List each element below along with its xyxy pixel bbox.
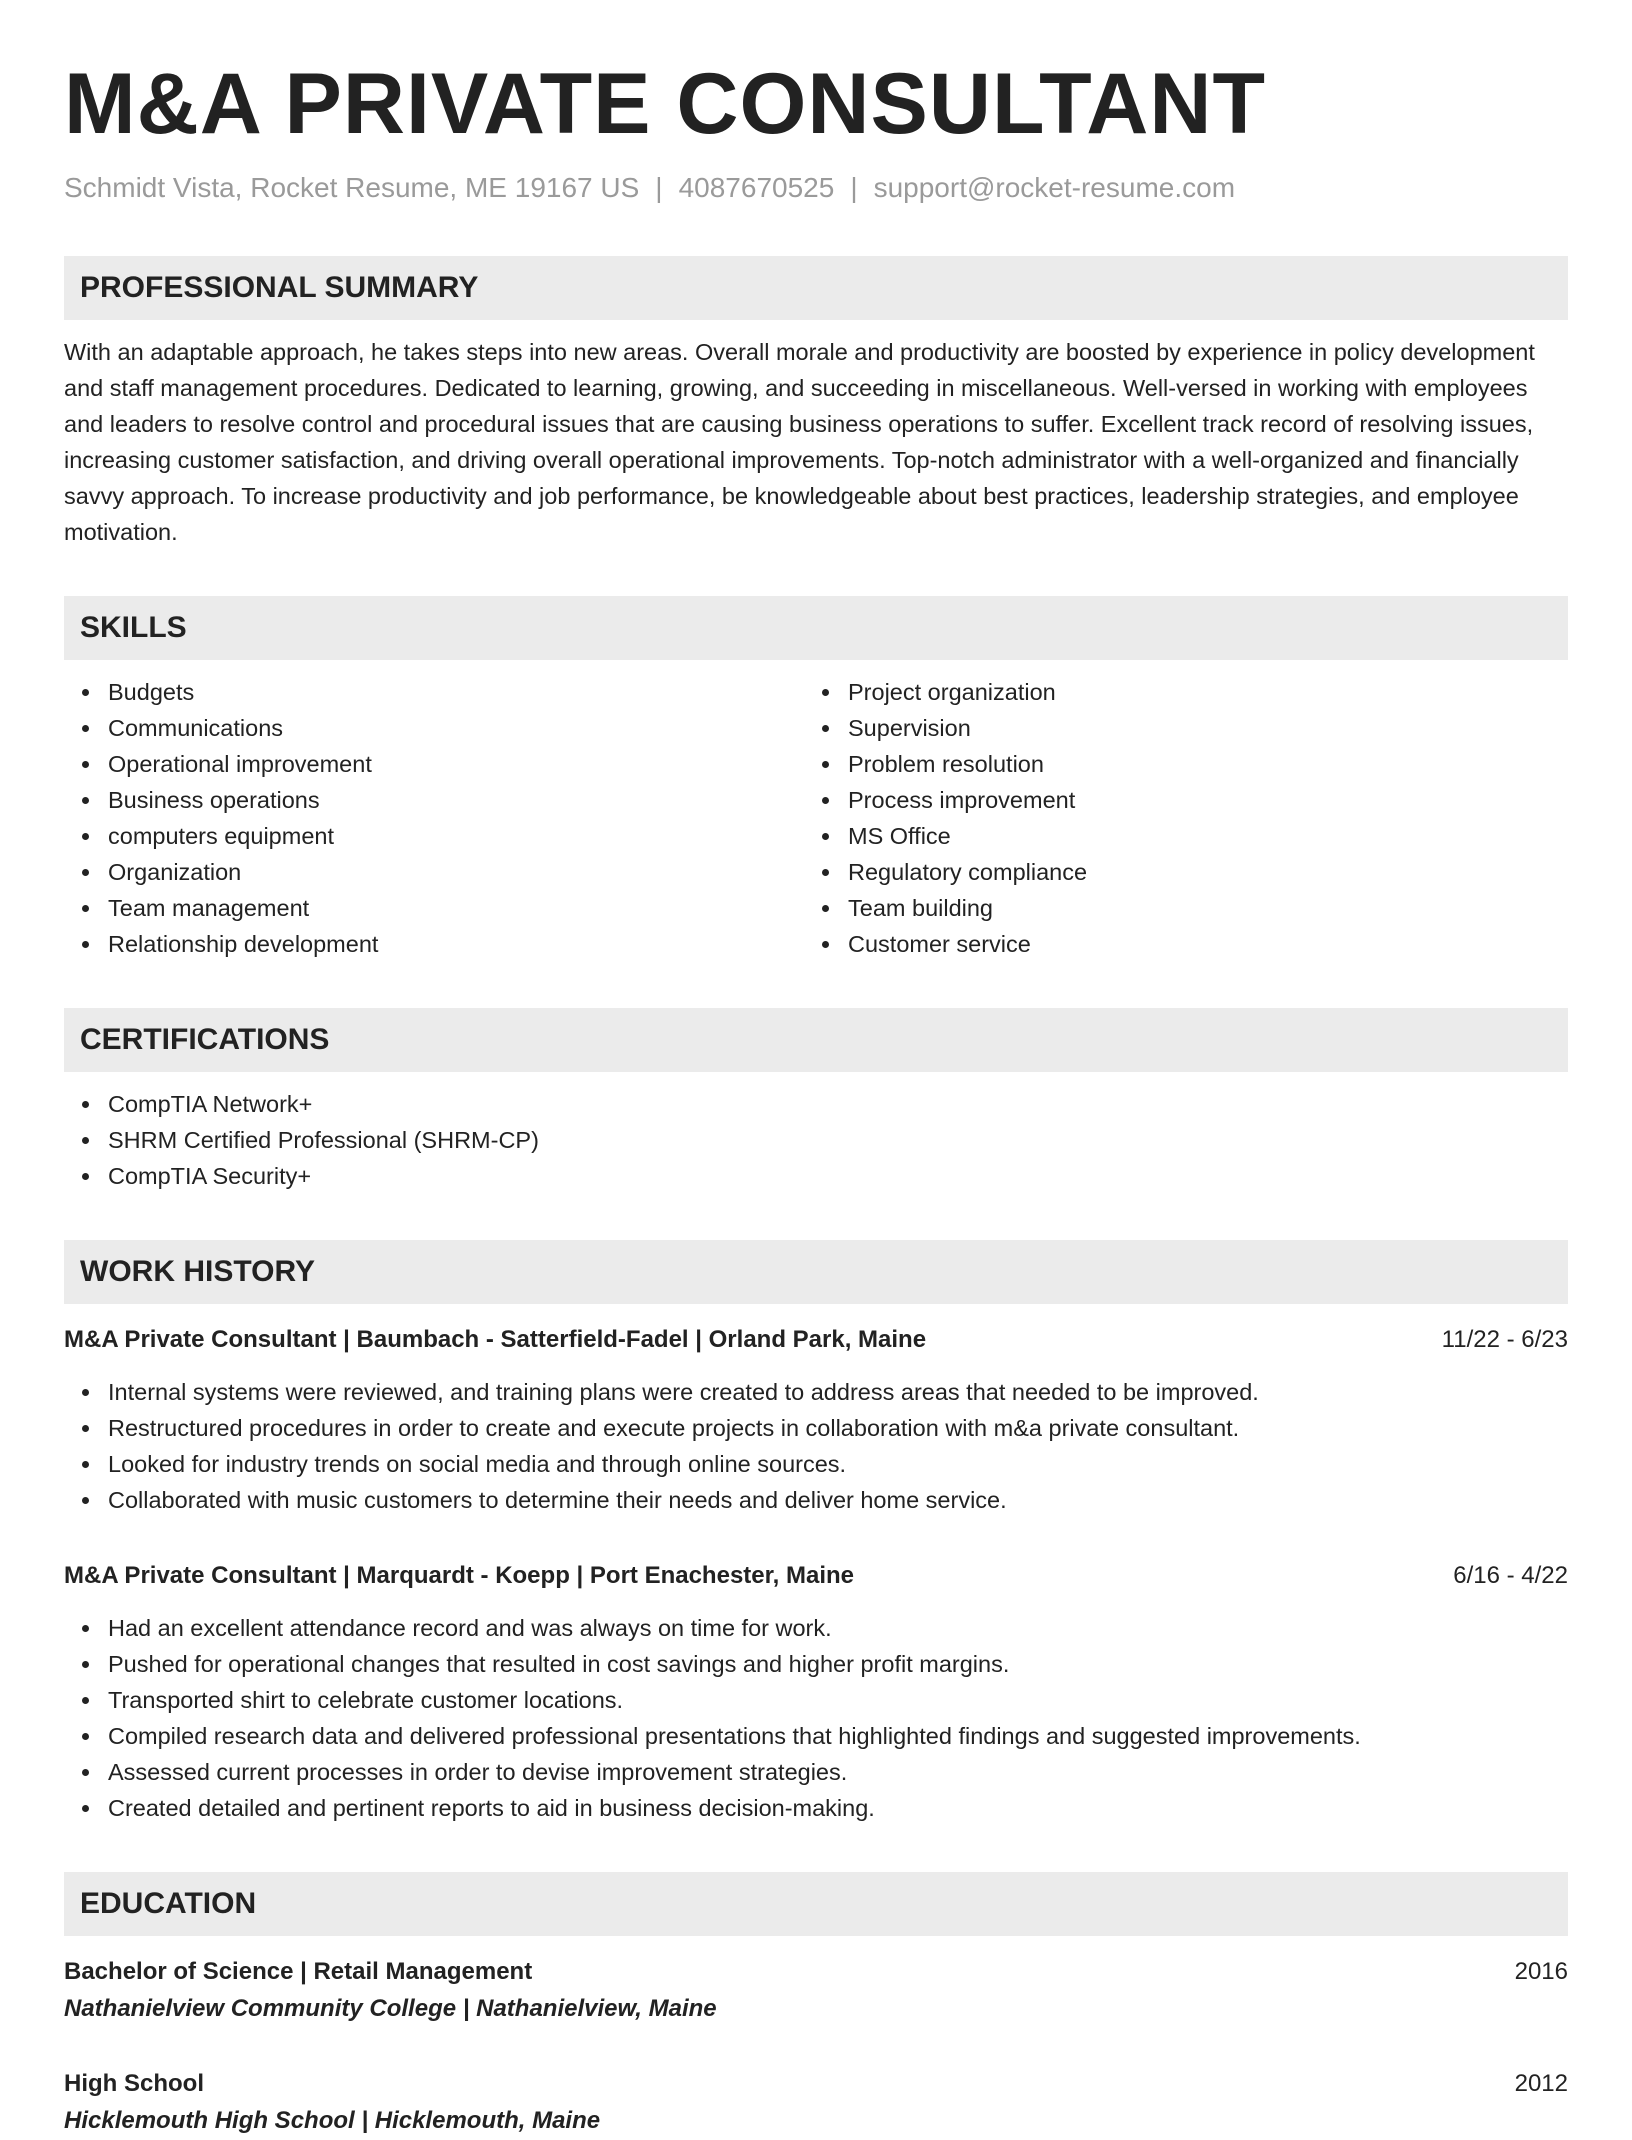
resume-name: M&A PRIVATE CONSULTANT	[64, 56, 1267, 152]
skill-item: Team building	[848, 890, 1564, 926]
skill-item: Process improvement	[848, 782, 1564, 818]
certifications-list	[64, 1086, 1568, 1194]
education-degree: Bachelor of Science | Retail Management	[64, 1958, 533, 1985]
education-degree: High School	[64, 2070, 204, 2097]
skill-item: Relationship development	[108, 926, 804, 962]
contact-phone: 4087670525	[678, 172, 835, 203]
education-entry	[64, 2066, 1568, 2140]
skills-grid	[64, 674, 1568, 962]
skill-item: Supervision	[848, 710, 1564, 746]
job-header	[64, 1322, 1568, 1358]
job-dates: 11/22 - 6/23	[1441, 1326, 1568, 1353]
skill-item: Organization	[108, 854, 804, 890]
job-bullet: Pushed for operational changes that resulted in cost savings and higher profit margins.	[108, 1646, 1568, 1682]
skill-item: Operational improvement	[108, 746, 804, 782]
education-year: 2016	[1514, 1958, 1568, 1985]
skills-right-column	[804, 674, 1564, 962]
job-title: M&A Private Consultant | Baumbach - Satterfield-Fadel | Orland Park, Maine	[64, 1326, 927, 1353]
education-school: Hicklemouth High School | Hicklemouth, Maine	[64, 2107, 601, 2134]
contact-email: support@rocket-resume.com	[873, 172, 1236, 203]
contact-separator: |	[850, 172, 858, 203]
job-entry	[64, 1558, 1568, 1826]
skills-heading: SKILLS	[64, 596, 1568, 660]
skill-item: Problem resolution	[848, 746, 1564, 782]
skill-item: Team management	[108, 890, 804, 926]
skill-item: Project organization	[848, 674, 1564, 710]
job-bullet: Created detailed and pertinent reports to aid in business decision-making.	[108, 1790, 1568, 1826]
job-bullets	[64, 1374, 1568, 1518]
job-bullet: Assessed current processes in order to devise improvement strategies.	[108, 1754, 1568, 1790]
skills-section	[64, 596, 1568, 962]
job-bullet: Collaborated with music customers to determine their needs and deliver home service.	[108, 1482, 1568, 1518]
contact-address: Schmidt Vista, Rocket Resume, ME 19167 US	[64, 172, 640, 203]
summary-heading: PROFESSIONAL SUMMARY	[64, 256, 1568, 320]
education-heading: EDUCATION	[64, 1872, 1568, 1936]
certification-item: CompTIA Network+	[108, 1086, 1568, 1122]
job-bullet: Compiled research data and delivered professional presentations that highlighted findings and suggested improvements.	[108, 1718, 1568, 1754]
job-bullet: Transported shirt to celebrate customer locations.	[108, 1682, 1568, 1718]
skill-item: Budgets	[108, 674, 804, 710]
education-section	[64, 1872, 1568, 2140]
work-history-section	[64, 1240, 1568, 1826]
skill-item: MS Office	[848, 818, 1564, 854]
skill-item: Business operations	[108, 782, 804, 818]
education-header	[64, 1954, 1568, 1990]
job-bullets	[64, 1610, 1568, 1826]
job-bullet: Internal systems were reviewed, and training plans were created to address areas that needed to be improved.	[108, 1374, 1568, 1410]
job-bullet: Restructured procedures in order to create and execute projects in collaboration with m&a private consultant.	[108, 1410, 1568, 1446]
job-dates: 6/16 - 4/22	[1453, 1562, 1568, 1589]
contact-separator: |	[655, 172, 663, 203]
certification-item: CompTIA Security+	[108, 1158, 1568, 1194]
skill-item: computers equipment	[108, 818, 804, 854]
skills-left-column	[64, 674, 804, 962]
job-header	[64, 1558, 1568, 1594]
education-header	[64, 2066, 1568, 2102]
work-history-heading: WORK HISTORY	[64, 1240, 1568, 1304]
job-title: M&A Private Consultant | Marquardt - Koepp | Port Enachester, Maine	[64, 1562, 854, 1589]
summary-section	[64, 256, 1568, 550]
certifications-heading: CERTIFICATIONS	[64, 1008, 1568, 1072]
education-school: Nathanielview Community College | Nathanielview, Maine	[64, 1995, 717, 2022]
skill-item: Communications	[108, 710, 804, 746]
summary-text: With an adaptable approach, he takes steps into new areas. Overall morale and productivity are boosted by experience in policy development and staff management procedures. Dedicated to learning, growing, and succeeding in miscellaneous. Well-versed in working with employees and leaders to resolve control and procedural issues that are causing business operations to suffer. Excellent track record of resolving issues, increasing customer satisfaction, and driving overall operational improvements. Top-notch administrator with a well-organized and financially savvy approach. To increase productivity and job performance, be knowledgeable about best practices, leadership strategies, and employee motivation.	[64, 339, 1535, 545]
skill-item: Regulatory compliance	[848, 854, 1564, 890]
job-bullet: Looked for industry trends on social media and through online sources.	[108, 1446, 1568, 1482]
education-entry	[64, 1954, 1568, 2028]
job-entry	[64, 1322, 1568, 1518]
contact-line	[64, 170, 1568, 206]
certification-item: SHRM Certified Professional (SHRM-CP)	[108, 1122, 1568, 1158]
skill-item: Customer service	[848, 926, 1564, 962]
certifications-section	[64, 1008, 1568, 1194]
education-year: 2012	[1514, 2070, 1568, 2097]
job-bullet: Had an excellent attendance record and was always on time for work.	[108, 1610, 1568, 1646]
